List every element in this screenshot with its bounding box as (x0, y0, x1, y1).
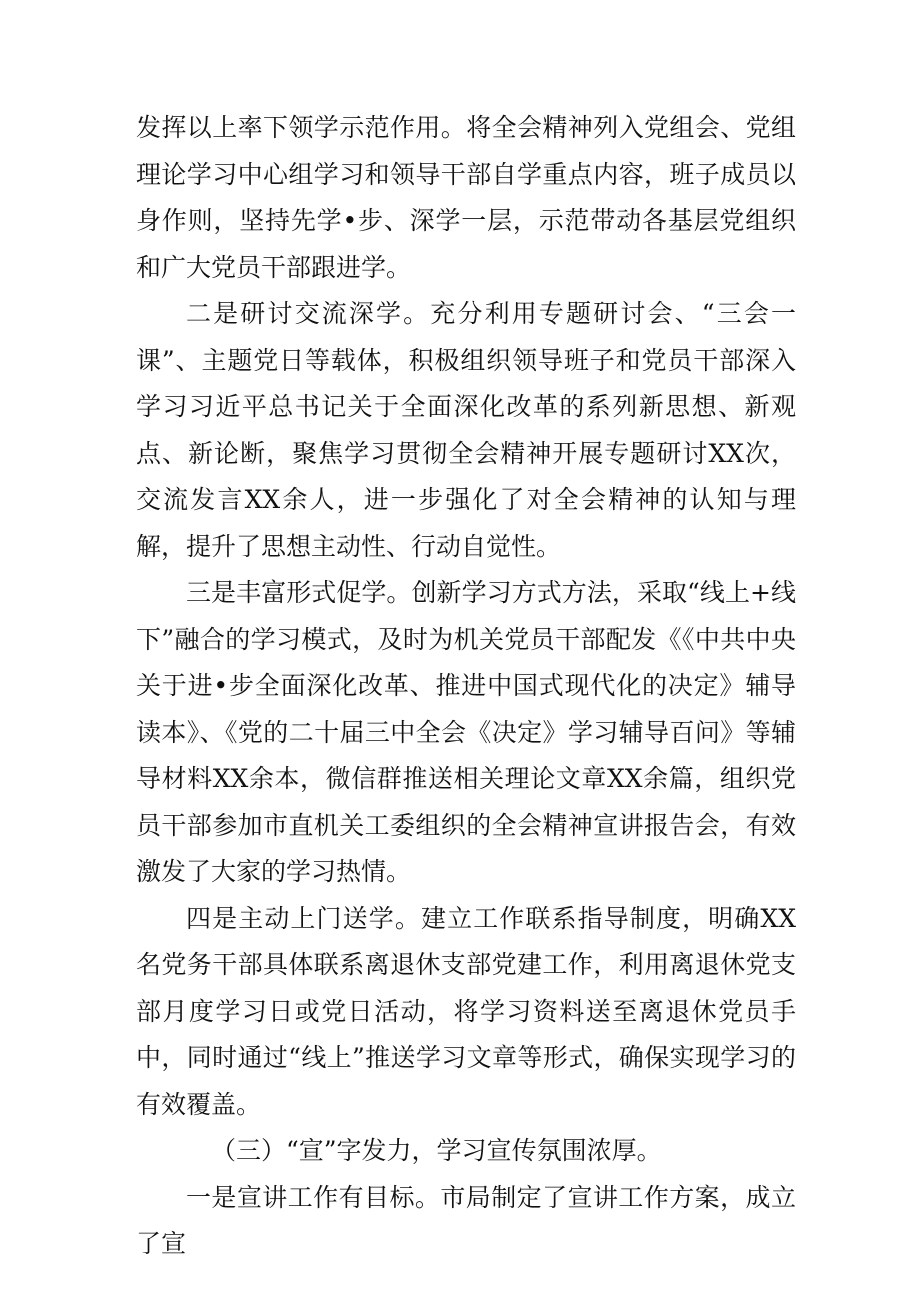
paragraph-item-four: 四是主动上门送学。建立工作联系指导制度，明确XX名党务干部具体联系离退休支部党建工作，利用离退休党支部月度学习日或党日活动，将学习资料送至离退休党员手中，同时通过“线上”推送学习文章等形式，确保实现学习的有效覆盖。 (136, 903, 796, 1119)
document-body (136, 105, 796, 1268)
paragraph-item-three: 三是丰富形式促学。创新学习方式方法，采取“线上+线下”融合的学习模式，及时为机关党员干部配发《《中共中央关于进•步全面深化改革、推进中国式现代化的决定》辅导读本》、《党的二十届三中全会《决定》学习辅导百问》等辅导材料XX余本，微信群推送相关理论文章XX余篇，组织党员干部参加市直机关工委组织的全会精神宣讲报告会，有效激发了大家的学习热情。 (136, 578, 796, 886)
section-heading: （三）“宣”字发力，学习宣传氛围浓厚。 (211, 1136, 662, 1165)
paragraph-continuation: 发挥以上率下领学示范作用。将全会精神列入党组会、党组理论学习中心组学习和领导干部自学重点内容，班子成员以身作则，坚持先学•步、深学一层，示范带动各基层党组织和广大党员干部跟进学。 (136, 113, 796, 282)
paragraph-item-one: 一是宣讲工作有目标。市局制定了宣讲工作方案，成立了宣 (136, 1182, 796, 1258)
paragraph-item-two: 二是研讨交流深学。充分利用专题研讨会、“三会一课”、主题党日等载体，积极组织领导班子和党员干部深入学习习近平总书记关于全面深化改革的系列新思想、新观点、新论断，聚焦学习贯彻全会精神开展专题研讨XX次，交流发言XX余人，进一步强化了对全会精神的认知与理解，提升了思想主动性、行动自觉性。 (136, 299, 796, 561)
